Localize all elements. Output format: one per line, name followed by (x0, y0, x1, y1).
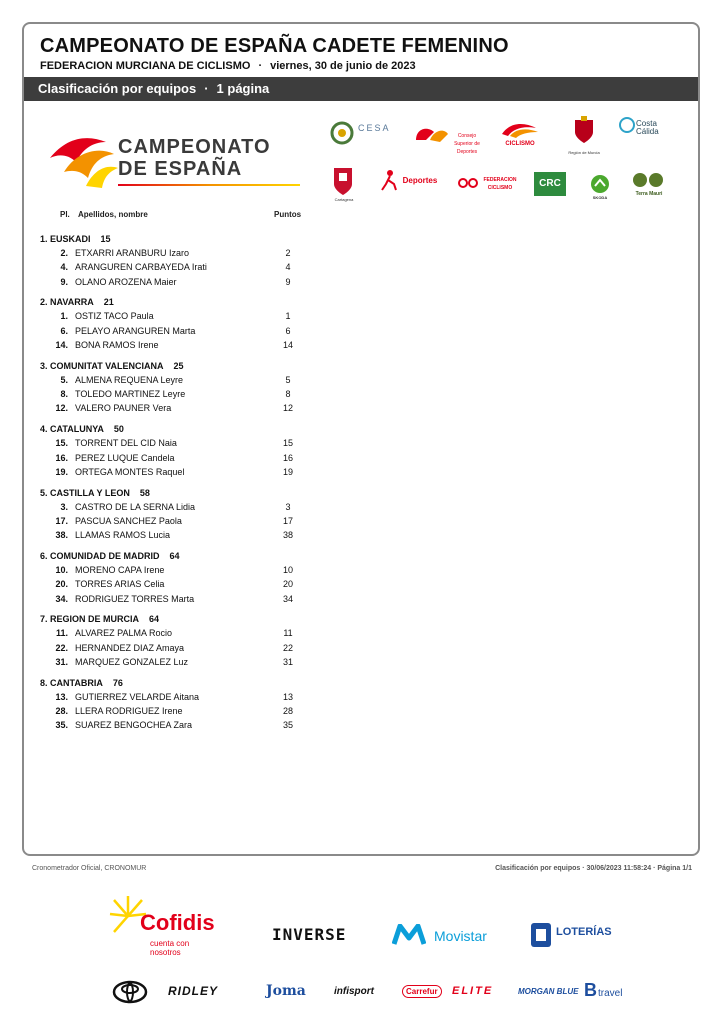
team-points: 21 (103, 297, 114, 308)
team-points: 15 (100, 234, 111, 244)
rider-points: 13 (282, 691, 293, 702)
rider-name: ETXARRI ARANBURU Izaro (75, 248, 190, 258)
rider-place: 28. (55, 706, 68, 717)
rider-name: PELAYO ARANGUREN Marta (75, 325, 196, 336)
team-name: REGION DE MURCIA (50, 614, 140, 625)
rider-points: 4 (285, 262, 291, 273)
deportes-runner-icon (380, 170, 398, 192)
team-name: CANTABRIA (50, 677, 103, 688)
sponsor-ciclismo: CICLISMO (505, 141, 535, 147)
rider-place: 1. (60, 311, 68, 322)
rider-name: TORRES ARIAS Celia (75, 579, 165, 590)
sponsor-terra-mauri: Terra Mauri (635, 191, 663, 197)
rider-name: TORRENT DEL CID Naia (75, 438, 177, 449)
team-row (40, 614, 159, 624)
team-position: 2. (40, 297, 48, 308)
rider-points: 11 (283, 628, 293, 639)
col-header-name: Apellidos, nombre (78, 210, 148, 219)
sponsor-cesa: CESA (358, 123, 391, 133)
rider-place: 31. (55, 657, 68, 667)
rider-points: 1 (285, 311, 291, 322)
logo-line-2: DE ESPAÑA (118, 158, 243, 180)
federacion-bike-icon (458, 172, 478, 188)
team-row (40, 424, 124, 434)
federation-name: FEDERACION MURCIANA DE CICLISMO (40, 60, 251, 72)
results-frame (22, 22, 700, 856)
team-row (40, 488, 150, 498)
rider-place: 22. (55, 642, 68, 653)
rider-points: 3 (285, 501, 291, 512)
rider-place: 9. (60, 276, 68, 287)
logo-line-1: CAMPEONATO (118, 136, 271, 158)
col-header-pl: Pl. (60, 210, 70, 219)
team-points: 25 (173, 360, 184, 371)
team-points: 58 (139, 487, 150, 498)
team-position: 8. (40, 677, 48, 688)
team-name: CATALUNYA (50, 424, 104, 435)
toyota-logo-icon (112, 980, 148, 1004)
rider-name: BONA RAMOS Irene (75, 340, 159, 350)
rider-points: 12 (282, 403, 293, 414)
team-row (40, 297, 114, 307)
csd-logo-icon (412, 122, 452, 146)
cofidis-tagline-1: cuenta con (150, 939, 190, 948)
rider-points: 15 (282, 438, 293, 449)
rider-points: 2 (285, 248, 291, 258)
section-title: Clasificación por equipos (38, 81, 197, 96)
team-name: COMUNITAT VALENCIANA (50, 360, 164, 371)
movistar-m-icon (392, 924, 426, 946)
rider-place: 4. (60, 262, 68, 273)
sponsor-cofidis: Cofidis (140, 910, 215, 935)
rider-name: OSTIZ TACO Paula (75, 311, 154, 322)
rider-place: 15. (55, 438, 68, 449)
rider-place: 12. (55, 403, 68, 414)
rider-place: 11. (55, 628, 68, 639)
sponsor-cartagena: Cartagena (334, 197, 354, 202)
sponsor-costa-calida: Costa Cálida (636, 119, 659, 136)
cesa-emblem-icon (330, 121, 354, 145)
sponsor-csd: Consejo Superior de Deportes (454, 133, 480, 155)
rider-place: 6. (60, 325, 68, 336)
rider-name: SUAREZ BENGOCHEA Zara (75, 720, 193, 731)
team-row (40, 551, 180, 561)
page-subtitle: FEDERACION MURCIANA DE CICLISMO · viernes, 30 de junio de 2023 (40, 60, 416, 72)
sponsor-region-murcia: Región de Murcia (568, 150, 600, 155)
team-points: 76 (112, 677, 123, 688)
sponsor-crc: CRC (534, 172, 566, 196)
page-count: 1 página (216, 81, 270, 96)
rider-name: MORENO CAPA Irene (75, 565, 165, 575)
rider-place: 34. (55, 593, 68, 604)
team-row (40, 234, 111, 244)
cofidis-tagline-2: nosotros (150, 948, 181, 957)
footer-info: Clasificación por equipos · 30/06/2023 11:58:24 · Página 1/1 (495, 865, 692, 872)
rider-name: TOLEDO MARTINEZ Leyre (75, 389, 186, 400)
rider-place: 38. (55, 530, 68, 541)
sponsor-morgan-blue: MORGAN BLUE (518, 987, 579, 996)
footer-timekeeper: Cronometrador Oficial, CRONOMUR (32, 865, 147, 872)
rider-points: 8 (285, 389, 291, 400)
rider-points: 9 (285, 276, 291, 287)
rider-points: 34 (282, 593, 293, 604)
sponsor-inverse: INVERSE (272, 925, 347, 944)
cartagena-shield-icon (332, 166, 354, 196)
sponsor-ridley: RIDLEY (168, 984, 219, 998)
rider-place: 17. (55, 515, 68, 526)
team-position: 3. (40, 360, 48, 371)
sponsor-loterias: LOTERÍAS (556, 926, 612, 938)
skoda-arrow-icon (590, 174, 610, 194)
rider-name: HERNANDEZ DIAZ Amaya (75, 642, 185, 653)
rider-points: 31 (282, 657, 293, 667)
team-name: COMUNIDAD DE MADRID (50, 551, 160, 561)
sponsor-joma: Joma (266, 983, 306, 999)
murcia-shield-icon (573, 116, 595, 144)
rider-name: OLANO AROZENA Maier (75, 276, 177, 287)
rider-place: 13. (55, 691, 68, 702)
team-position: 4. (40, 424, 48, 435)
sponsor-elite: ELITE (452, 985, 494, 997)
ciclismo-logo-icon (500, 120, 540, 138)
rider-name: GUTIERREZ VELARDE Aitana (75, 691, 200, 702)
rider-place: 14. (55, 340, 68, 350)
sponsor-infisport: infisport (334, 986, 374, 997)
logo-underline (118, 184, 300, 186)
rider-place: 8. (60, 389, 68, 400)
rider-points: 35 (282, 720, 293, 731)
team-name: NAVARRA (50, 297, 94, 308)
rider-name: ARANGUREN CARBAYEDA Irati (75, 262, 207, 273)
rider-name: ORTEGA MONTES Raquel (75, 466, 185, 477)
rider-points: 38 (282, 530, 293, 541)
rider-place: 19. (55, 466, 68, 477)
team-name: EUSKADI (50, 234, 91, 244)
rider-name: ALVAREZ PALMA Rocio (75, 628, 173, 639)
team-position: 1. (40, 234, 48, 244)
rider-points: 14 (282, 340, 293, 350)
sponsor-movistar: Movistar (434, 928, 487, 944)
rider-points: 28 (282, 706, 293, 717)
rider-name: MARQUEZ GONZALEZ Luz (75, 657, 189, 667)
rider-name: ALMENA REQUENA Leyre (75, 374, 184, 385)
rider-place: 16. (55, 452, 68, 463)
team-name: CASTILLA Y LEON (50, 487, 130, 498)
event-date: viernes, 30 de junio de 2023 (270, 60, 416, 72)
sponsor-skoda: SKODA (592, 195, 608, 200)
rider-name: VALERO PAUNER Vera (75, 403, 172, 414)
rider-place: 20. (55, 579, 68, 590)
rider-points: 20 (282, 579, 293, 590)
rider-name: CASTRO DE LA SERNA Lidia (75, 501, 196, 512)
rider-points: 22 (282, 642, 293, 653)
team-points: 50 (113, 424, 124, 435)
rider-points: 10 (282, 565, 293, 575)
rider-points: 19 (282, 466, 293, 477)
loterias-icon (530, 922, 552, 948)
rider-place: 10. (55, 565, 68, 575)
rider-points: 5 (285, 374, 291, 385)
page-title: CAMPEONATO DE ESPAÑA CADETE FEMENINO (40, 35, 509, 57)
team-position: 6. (40, 551, 48, 561)
team-position: 5. (40, 487, 48, 498)
section-bar: Clasificación por equipos · 1 página (24, 77, 698, 101)
team-row (40, 361, 184, 371)
costa-calida-icon (618, 116, 636, 134)
sponsor-deportes: Deportes (402, 176, 438, 185)
rider-name: PASCUA SANCHEZ Paola (75, 515, 182, 526)
terra-mauri-icon (632, 172, 666, 188)
rider-place: 5. (60, 374, 68, 385)
team-points: 64 (169, 551, 180, 561)
rider-place: 35. (55, 720, 68, 731)
sponsor-federacion: FEDERACION CICLISMO (483, 177, 517, 191)
rider-name: PEREZ LUQUE Candela (75, 452, 175, 463)
team-points: 64 (149, 614, 160, 625)
rider-points: 16 (282, 452, 293, 463)
rider-place: 3. (60, 501, 68, 512)
rider-name: RODRIGUEZ TORRES Marta (75, 593, 195, 604)
rider-points: 17 (282, 515, 293, 526)
team-position: 7. (40, 614, 48, 625)
rider-name: LLERA RODRIGUEZ Irene (75, 706, 183, 717)
rider-place: 2. (60, 248, 68, 258)
rider-points: 6 (285, 325, 291, 336)
rider-name: LLAMAS RAMOS Lucia (75, 530, 171, 541)
btravel-b-icon: B (584, 980, 597, 1000)
sponsor-carmen: Carrefur (402, 985, 442, 998)
team-row (40, 678, 123, 688)
col-header-points: Puntos (274, 210, 302, 219)
sponsor-btravel: travel (598, 988, 623, 999)
